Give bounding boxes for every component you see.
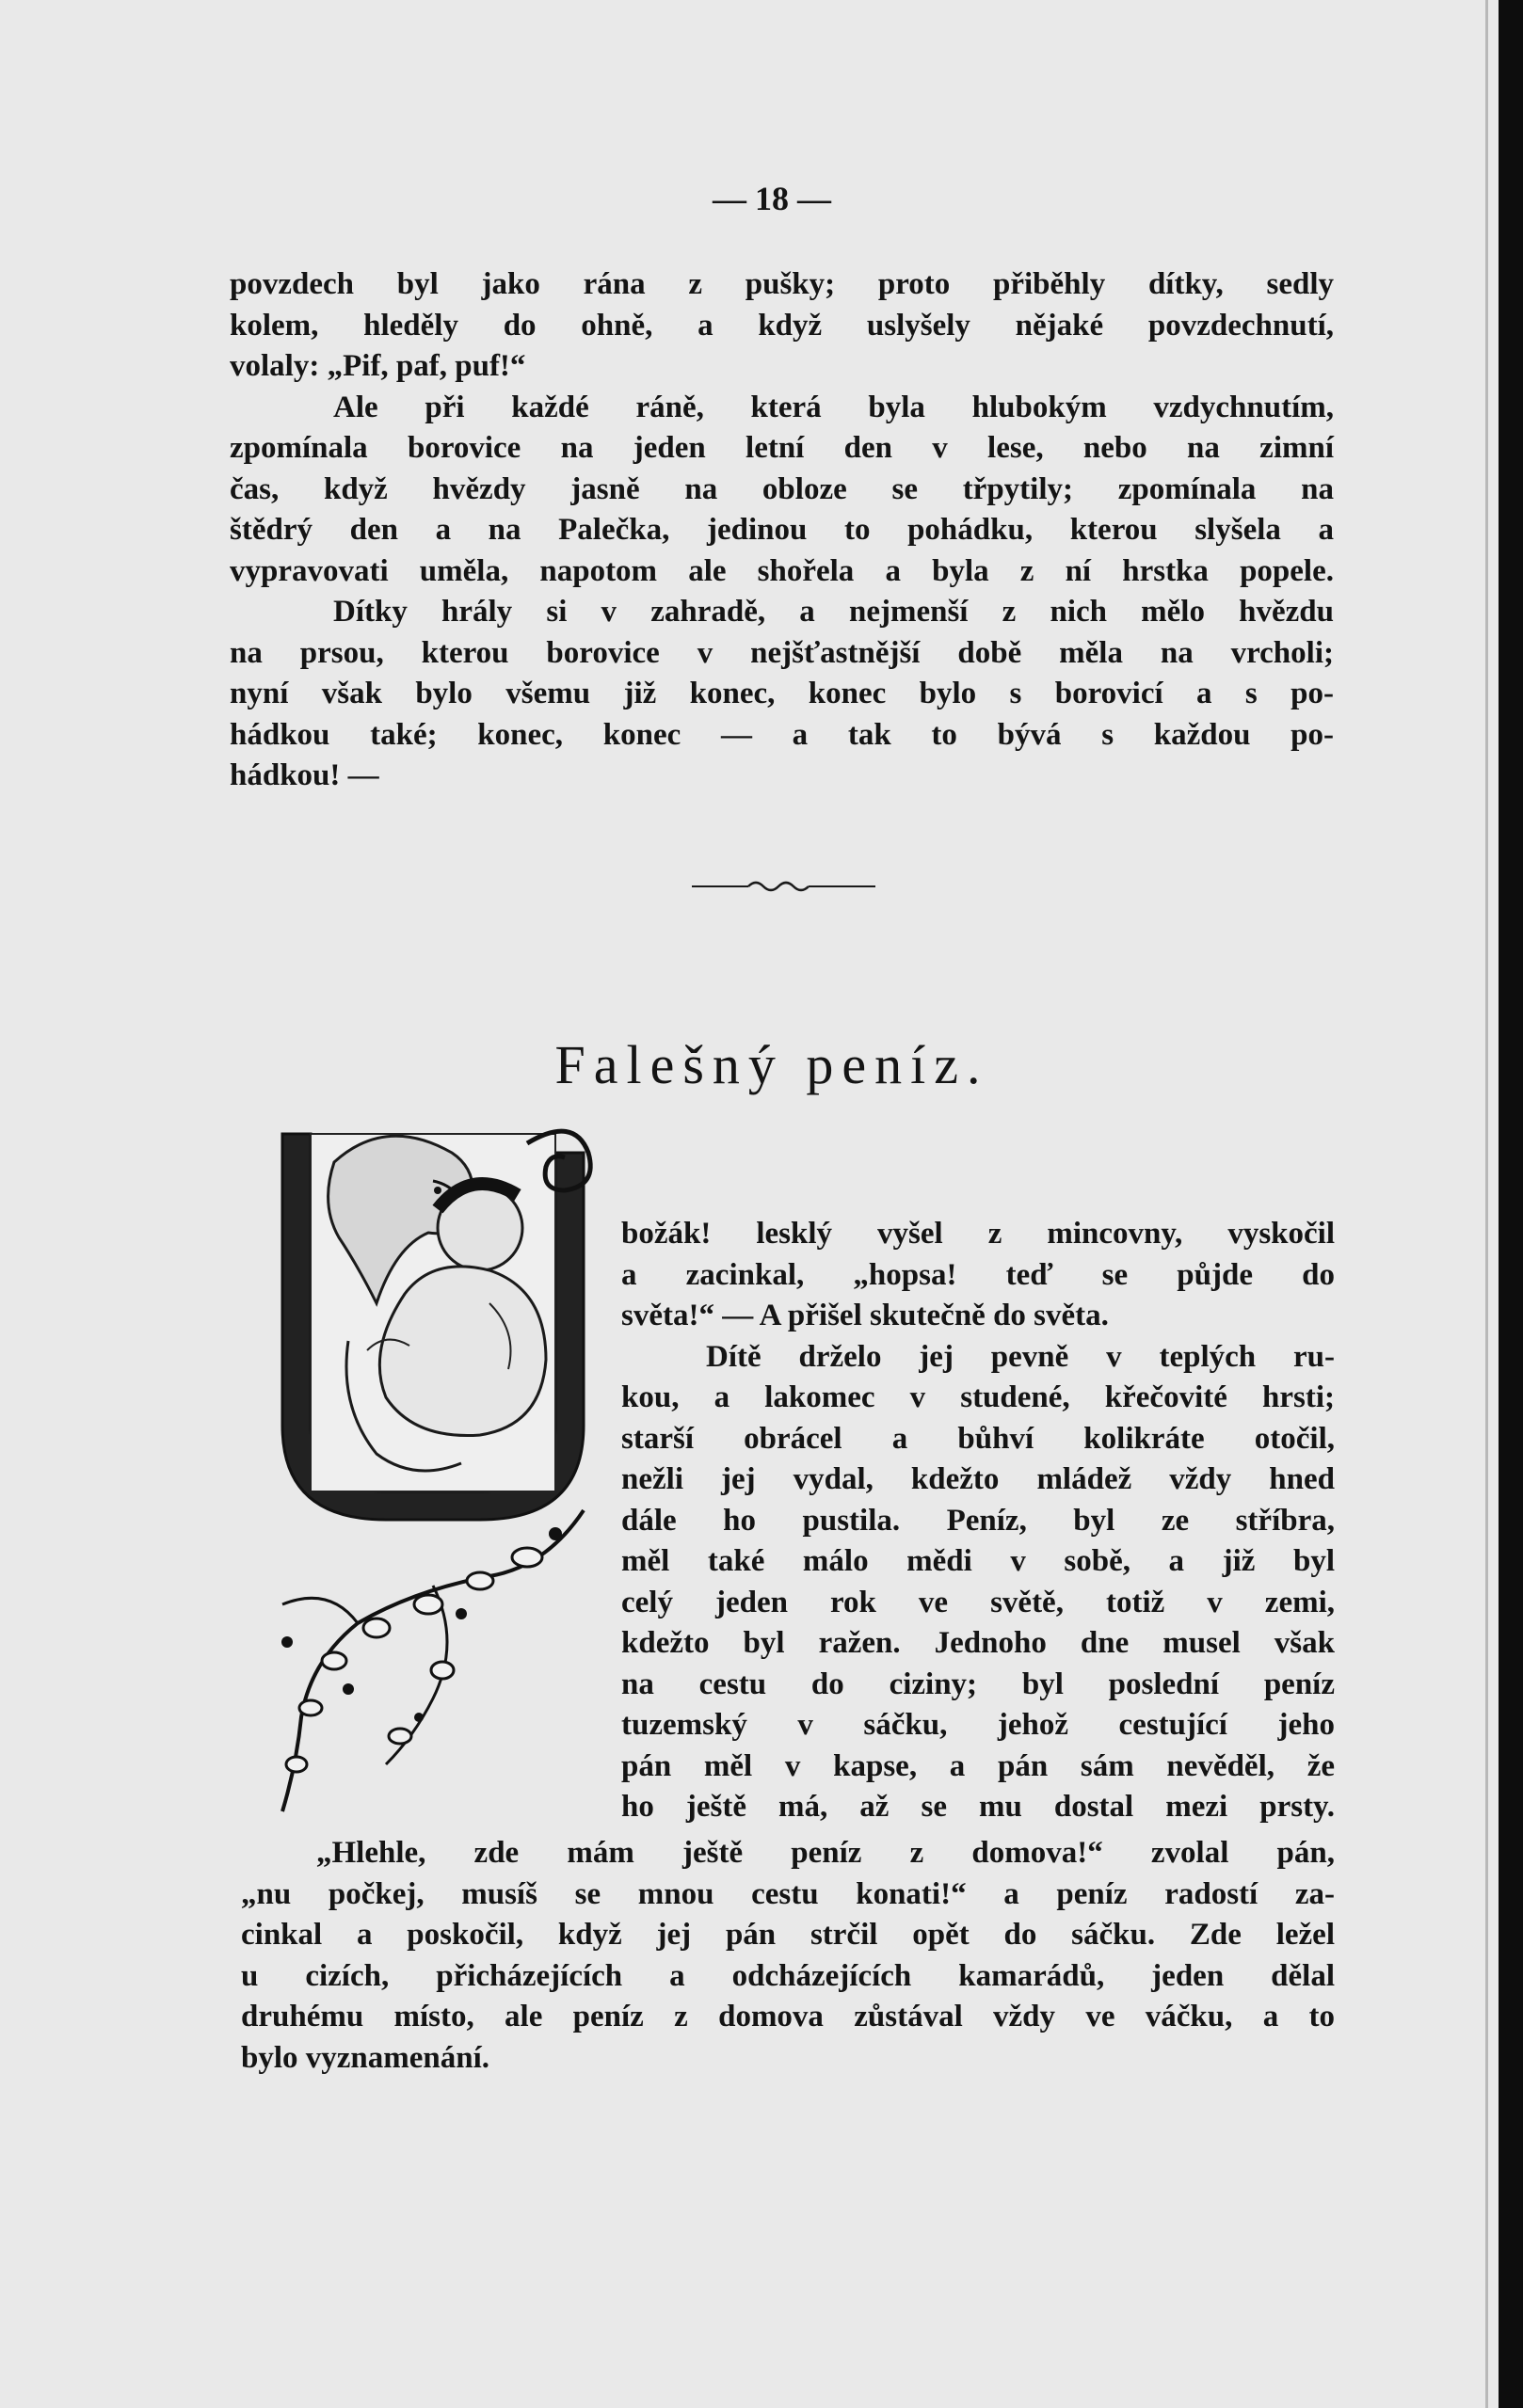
text-line: „nu počkej, musíš se mnou cestu konati!“ a peníz radostí za- — [241, 1876, 1335, 1911]
text-line: starší obrácel a bůhví kolikráte otočil, — [621, 1421, 1335, 1456]
page-number: — 18 — — [713, 180, 831, 217]
scan-border — [1499, 0, 1523, 2408]
section-1-text — [230, 264, 1334, 797]
text-line: tuzemský v sáčku, jehož cestující jeho — [621, 1708, 1335, 1742]
text-line: kolem, hleděly do ohně, a když uslyšely nějaké povzdechnutí, — [230, 308, 1334, 343]
text-line: celý jeden rok ve světě, totiž v zemi, — [621, 1585, 1335, 1619]
section-3-text — [241, 1833, 1335, 2079]
text-line: „Hlehle, zde mám ještě peníz z domova!“ zvolal pán, — [316, 1836, 1335, 1870]
text-line: štědrý den a na Palečka, jedinou to pohádku, kterou slyšela a — [230, 513, 1334, 547]
text-line: božák! lesklý vyšel z mincovny, vyskočil — [621, 1217, 1335, 1251]
text-line: zpomínala borovice na jeden letní den v lese, nebo na zimní — [230, 431, 1334, 465]
text-line: hádkou také; konec, konec — a tak to bývá s každou po- — [230, 717, 1334, 752]
text-line: nežli jej vydal, kdežto mládež vždy hned — [621, 1462, 1335, 1496]
text-line: na prsou, kterou borovice v nejšťastnější době měla na vrcholi; — [230, 635, 1334, 670]
text-line: nyní však bylo všemu již konec, konec bylo s borovicí a s po- — [230, 677, 1334, 710]
text-line: volaly: „Pif, paf, puf!“ — [230, 349, 526, 383]
text-line: kou, a lakomec v studené, křečovité hrsti; — [621, 1380, 1335, 1414]
text-line: hádkou! — — [230, 758, 379, 792]
text-line: pán měl v kapse, a pán sám nevěděl, že — [621, 1748, 1335, 1783]
text-line: na cestu do ciziny; byl poslední peníz — [621, 1666, 1335, 1701]
text-line: kdežto byl ražen. Jednoho dne musel však — [621, 1626, 1335, 1660]
section-2-text — [621, 1214, 1335, 1828]
text-line: povzdech byl jako rána z pušky; proto přiběhly dítky, sedly — [230, 267, 1334, 301]
text-line: měl také málo mědi v sobě, a již byl — [621, 1544, 1335, 1578]
text-line: bylo vyznamenání. — [241, 2040, 490, 2075]
text-line: a zacinkal, „hopsa! teď se půjde do — [621, 1257, 1335, 1292]
decorated-initial-u-icon — [245, 1115, 612, 1816]
page-edge-line — [1485, 0, 1488, 2408]
text-line: cinkal a poskočil, když jej pán strčil opět do sáčku. Zde ležel — [241, 1918, 1335, 1952]
text-line: světa!“ — A přišel skutečně do světa. — [621, 1299, 1109, 1332]
text-line: Dítky hrály si v zahradě, a nejmenší z nich mělo hvězdu — [333, 595, 1334, 629]
section-divider-ornament — [692, 877, 875, 896]
text-line: Ale při každé ráně, která byla hlubokým vzdychnutím, — [333, 390, 1334, 424]
text-line: čas, když hvězdy jasně na obloze se třpytily; zpomínala na — [230, 471, 1334, 506]
text-line: druhému místo, ale peníz z domova zůstával vždy ve váčku, a to — [241, 2000, 1335, 2033]
text-line: Dítě drželo jej pevně v teplých ru- — [706, 1339, 1335, 1374]
text-line: vypravovati uměla, napotom ale shořela a byla z ní hrstka popele. — [230, 553, 1334, 588]
chapter-title: Falešný peníz. — [554, 1034, 989, 1095]
text-line: ho ještě má, až se mu dostal mezi prsty. — [621, 1790, 1335, 1824]
text-line: dále ho pustila. Peníz, byl ze stříbra, — [621, 1503, 1335, 1538]
text-line: u cizích, přicházejících a odcházejících kamarádů, jeden dělal — [241, 1958, 1335, 1993]
